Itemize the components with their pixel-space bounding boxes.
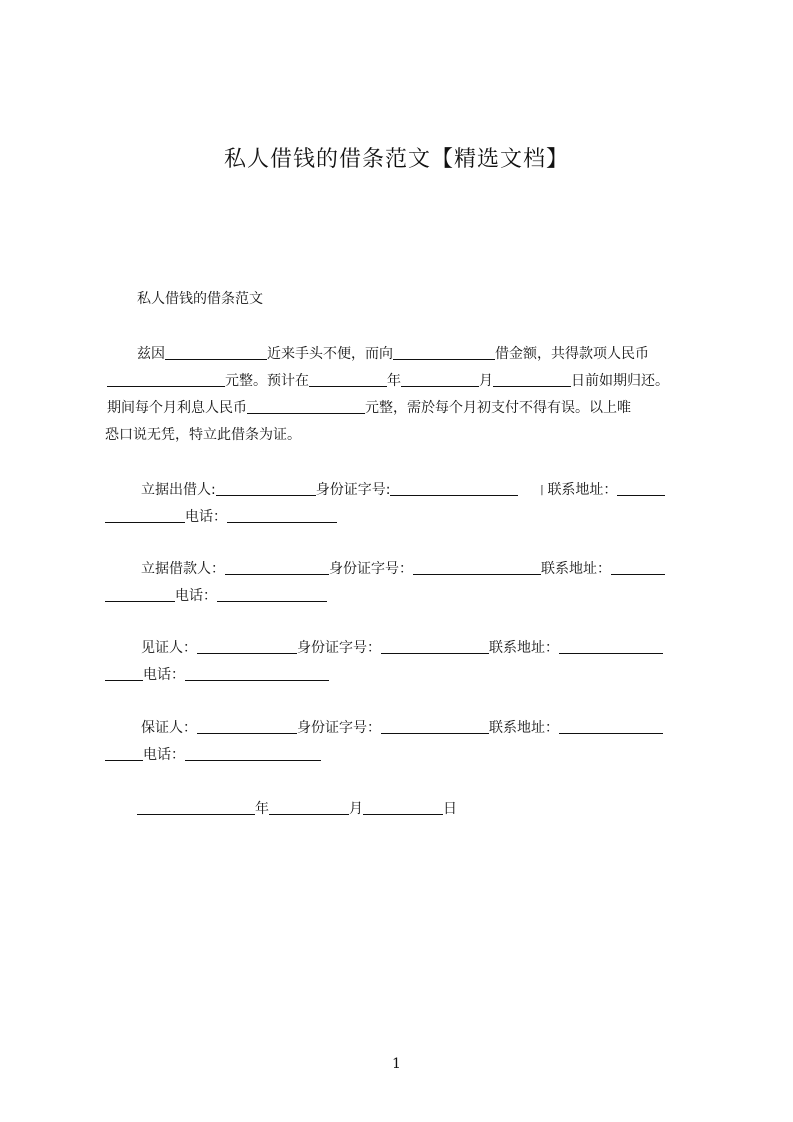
blank-lender-name: [393, 346, 495, 360]
text-year: 年: [387, 373, 401, 389]
text-amount-rmb: 借金额，共得款项人民币: [495, 346, 649, 362]
blank-lender-phone: [227, 509, 337, 523]
blank-interest: [247, 400, 365, 414]
guarantor-label: 保证人：: [141, 720, 197, 736]
text-interest: 期间每个月利息人民币: [107, 400, 247, 416]
lender-address-label: 联系地址：: [547, 482, 618, 498]
witness-line-2: [105, 666, 705, 684]
borrower-line-1: [141, 560, 741, 578]
blank-day: [493, 373, 571, 387]
blank-guarantor: [197, 720, 297, 734]
guarantor-id-label: 身份证字号：: [297, 720, 381, 736]
borrower-line-2: [105, 587, 705, 605]
text-monthly-payment: 元整，需於每个月初支付不得有误。以上唯: [365, 400, 631, 416]
witness-address-label: 联系地址：: [489, 640, 559, 656]
borrower-address-label: 联系地址：: [541, 561, 611, 577]
date-day-label: 日: [443, 801, 457, 817]
body-line-3: [107, 399, 707, 417]
lender-line-2: [105, 508, 705, 526]
blank-borrower-phone: [217, 588, 327, 602]
lender-label: 立据出借人:: [141, 482, 216, 498]
document-title: 私人借钱的借条范文【精选文档】: [223, 147, 569, 172]
blank-guarantor-phone: [185, 747, 321, 761]
blank-reason: [165, 346, 267, 360]
blank-date-year: [137, 801, 255, 815]
body-line-4: [105, 426, 705, 444]
blank-borrower: [225, 561, 329, 575]
witness-phone-label: 电话：: [143, 667, 185, 683]
lender-phone-label: 电话：: [185, 509, 227, 525]
date-month-label: 月: [349, 801, 363, 817]
separator-mark: 丨: [536, 484, 548, 497]
guarantor-line-2: [105, 746, 705, 764]
guarantor-address-label: 联系地址：: [489, 720, 559, 736]
body-line-2: [107, 372, 707, 390]
blank-guarantor-address: [559, 720, 663, 734]
blank-lender-address: [617, 482, 665, 496]
blank-witness-address-cont: [105, 667, 143, 681]
guarantor-phone-label: 电话：: [143, 747, 185, 763]
blank-guarantor-id: [381, 720, 489, 734]
witness-label: 见证人：: [141, 640, 197, 656]
text-day-return: 日前如期归还。: [571, 373, 669, 389]
lender-id-label: 身份证字号:: [315, 482, 391, 498]
date-year-label: 年: [255, 801, 269, 817]
blank-year: [309, 373, 387, 387]
body-line-1: [137, 345, 737, 363]
blank-witness: [197, 640, 297, 654]
blank-month: [401, 373, 479, 387]
blank-guarantor-address-cont: [105, 747, 143, 761]
date-line: [137, 800, 737, 818]
blank-lender: [216, 482, 316, 496]
text-yuan-expected: 元整。预计在: [225, 373, 309, 389]
text-month: 月: [479, 373, 493, 389]
blank-date-day: [363, 801, 443, 815]
blank-lender-address-cont: [105, 509, 185, 523]
page-number: 1: [392, 1056, 401, 1072]
blank-witness-id: [381, 640, 489, 654]
blank-date-month: [269, 801, 349, 815]
blank-lender-id: [390, 482, 518, 496]
witness-id-label: 身份证字号：: [297, 640, 381, 656]
text-borrow-from: 近来手头不便，而向: [267, 346, 393, 362]
blank-borrower-address-cont: [105, 588, 175, 602]
text-proof: 恐口说无凭，特立此借条为证。: [105, 427, 301, 443]
guarantor-line-1: [141, 719, 741, 737]
blank-amount: [107, 373, 225, 387]
blank-witness-phone: [185, 667, 329, 681]
lender-line-1: [141, 481, 741, 500]
blank-witness-address: [559, 640, 663, 654]
blank-borrower-id: [413, 561, 541, 575]
blank-borrower-address: [611, 561, 665, 575]
borrower-phone-label: 电话：: [175, 588, 217, 604]
section-subtitle: 私人借钱的借条范文: [137, 291, 263, 307]
witness-line-1: [141, 639, 741, 657]
borrower-id-label: 身份证字号：: [329, 561, 413, 577]
text-reason: 兹因: [137, 346, 165, 362]
borrower-label: 立据借款人：: [141, 561, 225, 577]
